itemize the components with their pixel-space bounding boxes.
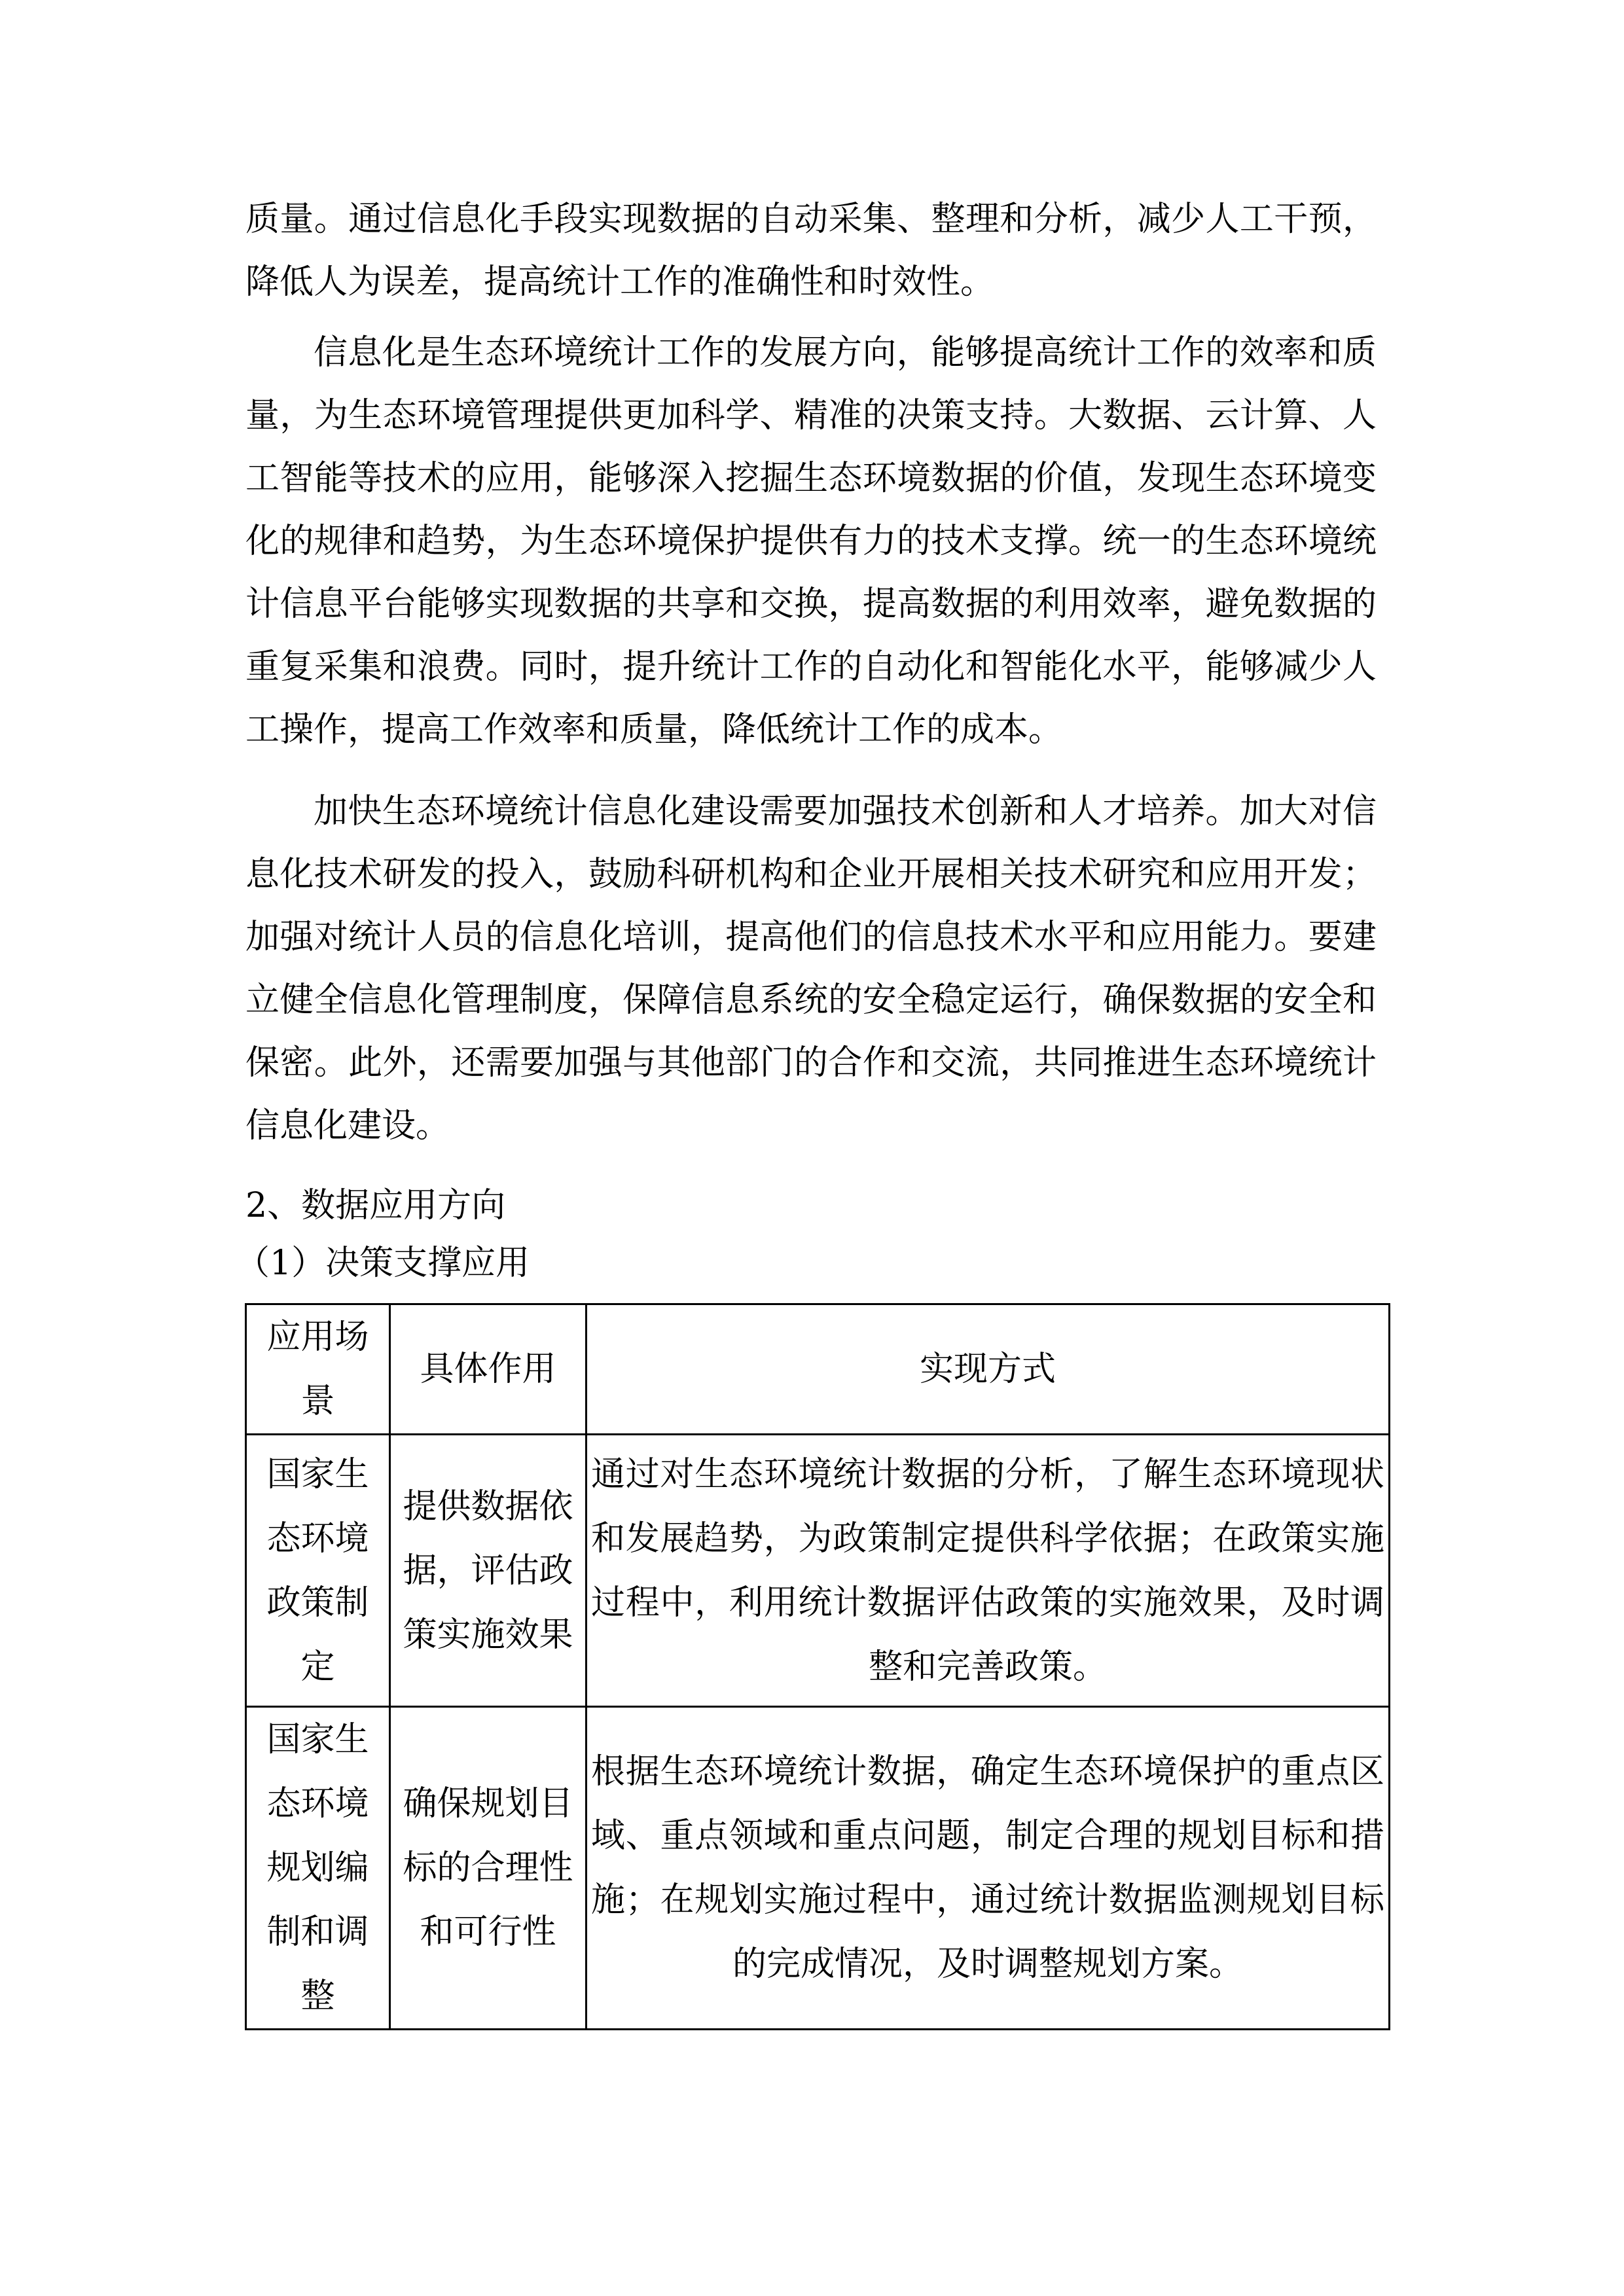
table-cell: 确保规划目标的合理性和可行性: [390, 1707, 586, 2030]
paragraph-informatization-construction: 加快生态环境统计信息化建设需要加强技术创新和人才培养。加大对信息化技术研发的投入，鼓励科研机构和企业开展相关技术研究和应用开发；加强对统计人员的信息化培训，提高他们的信息技术水平和应用能力。要建立健全信息化管理制度，保障信息系统的安全稳定运行，确保数据的安全和保密。此外，还需要加强与其他部门的合作和交流，共同推进生态环境统计信息化建设。: [245, 792, 1377, 1145]
cell-text: 通过对生态环境统计数据的分析，了解生态环境现状和发展趋势，为政策制定提供科学依据；在政策实施过程中，利用统计数据评估政策的实施效果，及时调整和完善政策。: [591, 1454, 1384, 1687]
header-cell: 应用场景: [246, 1304, 390, 1435]
paragraph-informatization-direction: 信息化是生态环境统计工作的发展方向，能够提高统计工作的效率和质量，为生态环境管理提供更加科学、精准的决策支持。大数据、云计算、人工智能等技术的应用，能够深入挖掘生态环境数据的价值，发现生态环境变化的规律和趋势，为生态环境保护提供有力的技术支撑。统一的生态环境统计信息平台能够实现数据的共享和交换，提高数据的利用效率，避免数据的重复采集和浪费。同时，提升统计工作的自动化和智能化水平，能够减少人工操作，提高工作效率和质量，降低统计工作的成本。: [245, 333, 1377, 749]
table-row: [246, 1435, 1390, 1707]
header-cell: 具体作用: [390, 1304, 586, 1435]
section-heading: 2、数据应用方向: [245, 1186, 506, 1225]
header-cell: 实现方式: [586, 1304, 1390, 1435]
paragraph-continuation: 质量。通过信息化手段实现数据的自动采集、整理和分析，减少人工干预，降低人为误差，提高统计工作的准确性和时效性。: [245, 200, 1377, 302]
subsection-heading: （1）决策支撑应用: [236, 1244, 530, 1283]
table-cell: [586, 1435, 1390, 1707]
decision-support-table: [245, 1303, 1390, 2030]
table-header-row: [246, 1304, 1390, 1435]
table-cell: 国家生态环境政策制定: [246, 1435, 390, 1707]
cell-text: 根据生态环境统计数据，确定生态环境保护的重点区域、重点领域和重点问题，制定合理的规划目标和措施；在规划实施过程中，通过统计数据监测规划目标的完成情况，及时调整规划方案。: [591, 1752, 1384, 1984]
table-cell: 国家生态环境规划编制和调整: [246, 1707, 390, 2030]
table-cell: [586, 1707, 1390, 2030]
table-row: [246, 1707, 1390, 2030]
table-cell: 提供数据依据，评估政策实施效果: [390, 1435, 586, 1707]
